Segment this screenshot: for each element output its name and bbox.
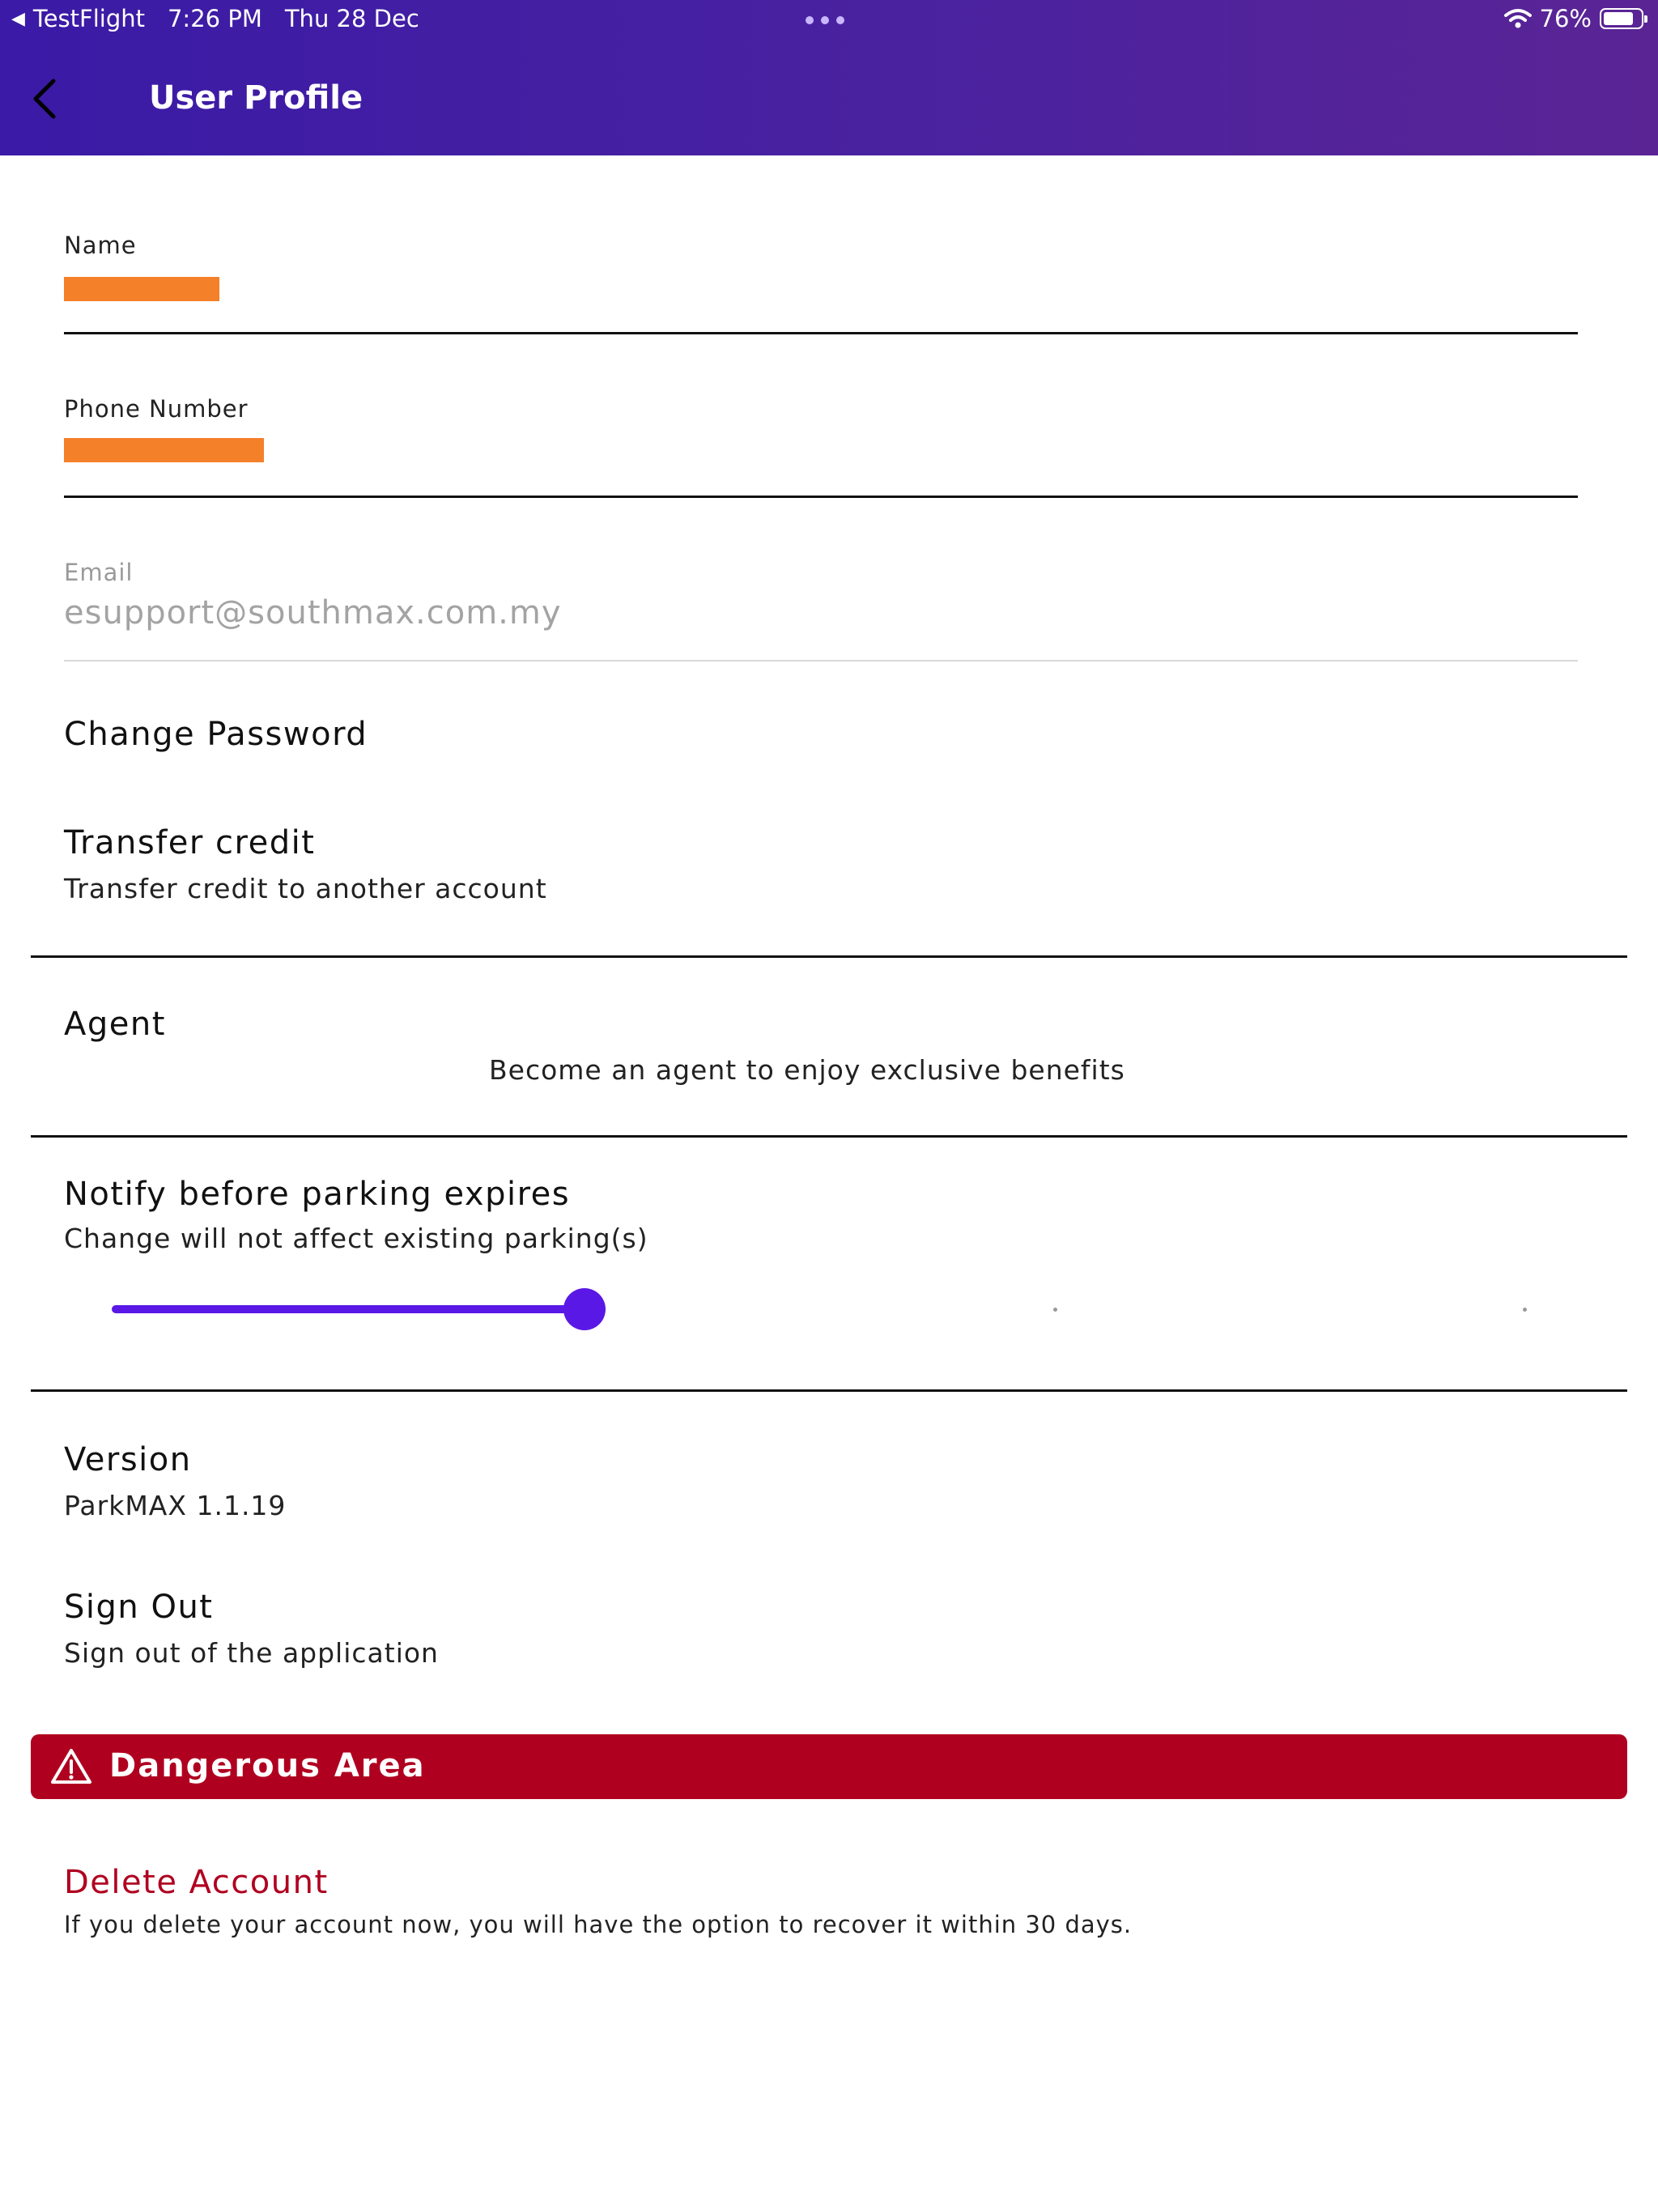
slider-tick — [1053, 1308, 1057, 1312]
transfer-credit-subtitle[interactable]: Transfer credit to another account — [64, 873, 547, 904]
back-app-label[interactable]: TestFlight — [32, 5, 145, 32]
dangerous-area-banner — [31, 1734, 1627, 1799]
back-to-app-icon[interactable]: ◀ — [11, 8, 25, 29]
dangerous-area-title: Dangerous Area — [109, 1747, 426, 1784]
name-label: Name — [64, 232, 137, 259]
version-title: Version — [64, 1441, 192, 1478]
sign-out-title[interactable]: Sign Out — [64, 1589, 214, 1626]
divider — [31, 1389, 1627, 1392]
divider — [31, 1135, 1627, 1138]
slider-tick — [1523, 1308, 1527, 1312]
phone-field-underline — [64, 496, 1578, 498]
name-field-underline — [64, 332, 1578, 334]
notify-subtitle: Change will not affect existing parking(s) — [64, 1223, 648, 1254]
agent-benefits-link[interactable]: Become an agent to enjoy exclusive benefits — [489, 1054, 1125, 1086]
battery-percent: 76% — [1539, 5, 1592, 32]
sign-out-subtitle[interactable]: Sign out of the application — [64, 1637, 439, 1669]
status-left — [11, 5, 442, 32]
status-time: 7:26 PM — [167, 5, 262, 32]
version-value: ParkMAX 1.1.19 — [64, 1490, 287, 1521]
back-chevron-icon[interactable] — [29, 76, 62, 121]
change-password-item[interactable]: Change Password — [64, 716, 368, 753]
status-date: Thu 28 Dec — [284, 5, 419, 32]
app-header — [0, 0, 1658, 155]
wifi-icon — [1504, 8, 1532, 29]
name-field-redacted[interactable] — [64, 277, 219, 301]
delete-account-note: If you delete your account now, you will have the option to recover it within 30 days. — [64, 1911, 1133, 1938]
divider — [31, 955, 1627, 958]
notify-slider-thumb[interactable] — [563, 1288, 606, 1330]
transfer-credit-title[interactable]: Transfer credit — [64, 824, 316, 861]
phone-label: Phone Number — [64, 395, 249, 423]
warning-icon — [50, 1747, 92, 1784]
status-right — [1504, 5, 1643, 32]
email-field-underline — [64, 660, 1578, 661]
multitasking-dots-icon[interactable] — [806, 16, 844, 24]
phone-field-redacted[interactable] — [64, 438, 264, 462]
battery-icon — [1600, 8, 1643, 29]
notify-slider-track[interactable] — [112, 1305, 585, 1313]
email-label: Email — [64, 559, 134, 586]
notify-title: Notify before parking expires — [64, 1176, 571, 1213]
page-title: User Profile — [149, 79, 363, 117]
status-bar — [0, 0, 1658, 40]
email-field: esupport@southmax.com.my — [64, 594, 562, 632]
agent-title: Agent — [64, 1006, 166, 1043]
delete-account-button[interactable]: Delete Account — [64, 1864, 329, 1901]
